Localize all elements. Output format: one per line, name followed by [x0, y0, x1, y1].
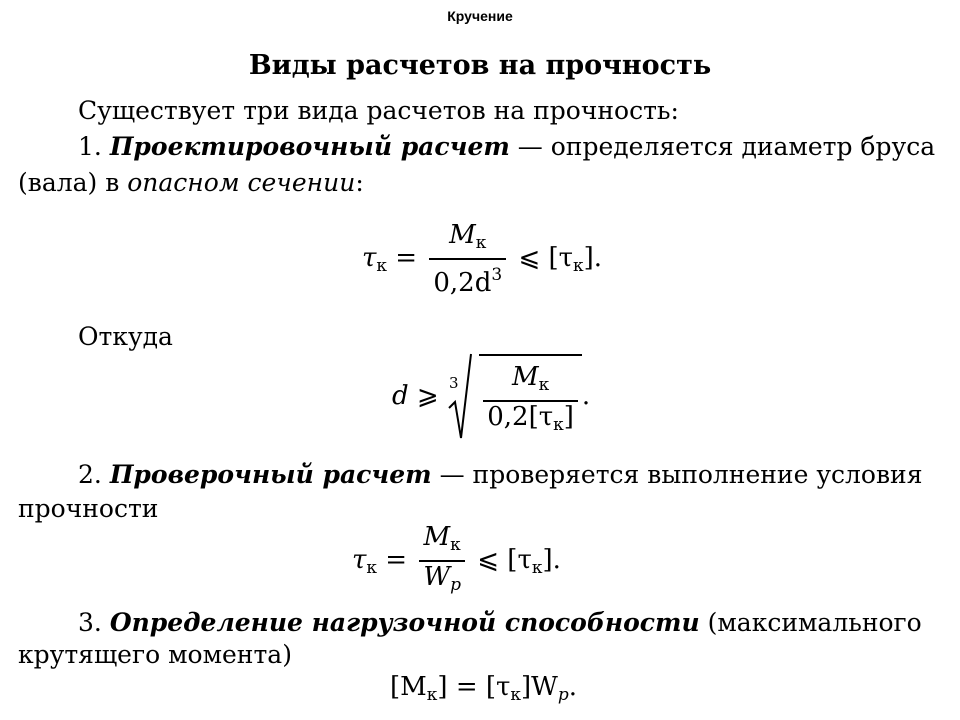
whence-word: Откуда — [78, 322, 173, 351]
f4-eq: = — [455, 672, 478, 702]
f2-denominator — [483, 400, 578, 440]
item3-text-a: (максимального — [707, 608, 922, 637]
f1-rhs-close: ]. — [583, 243, 603, 273]
item1-line1 — [78, 132, 935, 162]
f3-den-symbol: W — [423, 562, 451, 592]
radical-sign-icon — [447, 352, 473, 442]
f2-num-sub: к — [538, 375, 550, 395]
f4-rhs-open: [τ — [485, 672, 511, 702]
f1-num-symbol: M — [449, 220, 476, 250]
f2-num-symbol: M — [511, 362, 539, 392]
topic-header: Кручение — [447, 8, 513, 24]
f3-lhs: τ — [352, 545, 367, 575]
f3-relation: ⩽ — [477, 545, 500, 575]
f2-radicand — [479, 354, 582, 440]
f2-fraction — [483, 362, 578, 440]
f3-rhs-open: [τ — [507, 545, 532, 575]
intro-sentence: Существует три вида расчетов на прочность: — [78, 96, 679, 125]
f3-eq: = — [385, 545, 408, 575]
f3-denominator — [419, 560, 465, 600]
f2-root-index: 3 — [448, 374, 459, 392]
f3-num-symbol: M — [423, 522, 451, 552]
f1-den-symbol: 0,2d — [433, 268, 492, 298]
f1-den-sup: 3 — [491, 265, 503, 285]
f4-tail: . — [568, 672, 578, 702]
formula-check — [352, 522, 561, 600]
item3-line1 — [78, 608, 922, 638]
item2-line1 — [78, 460, 922, 490]
f2-den-b: ] — [563, 402, 574, 432]
f2-lhs: d — [392, 381, 409, 411]
f3-numerator — [419, 522, 465, 560]
item3-name: Определение нагрузочной способности — [109, 608, 700, 637]
item1-line2 — [18, 168, 364, 198]
item1-text-a: определяется диаметр бруса — [550, 132, 936, 161]
formula-diameter — [392, 352, 590, 442]
f3-rhs-close: ]. — [542, 545, 561, 575]
f2-numerator — [483, 362, 578, 400]
item2-dash: — — [439, 460, 465, 489]
item1-number: 1. — [78, 132, 102, 161]
item1-name: Проектировочный расчет — [109, 132, 510, 161]
f2-cube-root — [447, 352, 582, 442]
f1-denominator — [429, 258, 506, 298]
f1-fraction — [429, 220, 506, 298]
f2-den-a: 0,2[τ — [487, 402, 554, 432]
f3-lhs-sub: к — [366, 558, 378, 578]
item3-text-b: крутящего момента) — [18, 640, 292, 669]
f3-den-sub: p — [450, 575, 461, 595]
f3-fraction — [419, 522, 465, 600]
f4-rhs-mid: ]W — [521, 672, 558, 702]
f3-num-sub: к — [450, 535, 461, 555]
f1-rhs-open: [τ — [548, 243, 574, 273]
f1-lhs-sub: к — [376, 256, 388, 276]
item2-name: Проверочный расчет — [109, 460, 432, 489]
page-title: Виды расчетов на прочность — [248, 50, 712, 81]
item2-text-a: проверяется выполнение условия — [472, 460, 923, 489]
item2-line2 — [18, 494, 158, 524]
f2-den-sub: к — [553, 415, 564, 435]
whence-text — [78, 322, 173, 352]
item2-text-b: прочности — [18, 494, 159, 523]
item1-text-b: (вала) в — [18, 168, 120, 197]
f4-sub: к — [426, 685, 438, 705]
f4-close: ] — [437, 672, 448, 702]
f1-num-sub: к — [475, 233, 487, 253]
f1-rhs-sub: к — [573, 256, 584, 276]
f4-open: [M — [390, 672, 427, 702]
f2-relation: ⩾ — [416, 381, 439, 411]
f4-rhs-sub: к — [510, 685, 522, 705]
item3-number: 3. — [78, 608, 102, 637]
item2-number: 2. — [78, 460, 102, 489]
f1-lhs: τ — [362, 243, 377, 273]
formula-capacity — [390, 672, 577, 705]
item3-line2 — [18, 640, 292, 670]
f1-relation: ⩽ — [518, 243, 541, 273]
f1-numerator — [429, 220, 506, 258]
f4-rhs-sub2: p — [557, 685, 569, 705]
formula-design — [362, 220, 602, 298]
item1-term: опасном сечении — [127, 168, 356, 197]
intro-text — [78, 96, 679, 126]
f2-tail: . — [581, 381, 591, 411]
f3-rhs-sub: к — [531, 558, 543, 578]
item1-colon: : — [355, 168, 364, 197]
f1-eq: = — [395, 243, 418, 273]
item1-dash: — — [517, 132, 543, 161]
